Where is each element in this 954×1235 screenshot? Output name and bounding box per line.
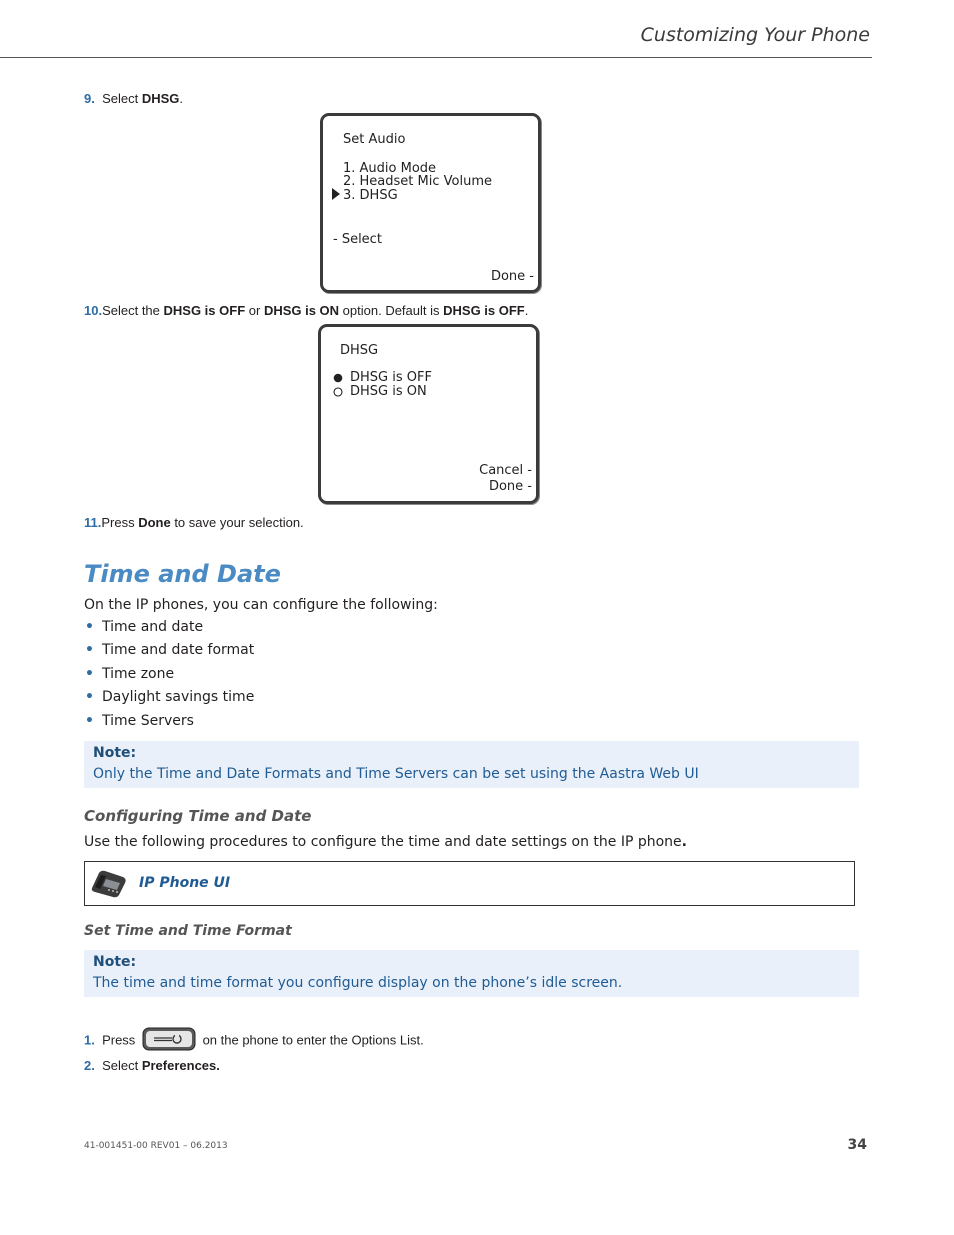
- step-text: Select: [102, 91, 142, 106]
- note-box: [84, 950, 859, 997]
- step-1: [84, 1029, 424, 1053]
- step-bold: Preferences.: [141, 1058, 220, 1073]
- list-item: [84, 689, 254, 712]
- list-item-text: Time and date: [102, 619, 204, 635]
- option-dhsg-on[interactable]: DHSG is ON: [350, 384, 427, 399]
- note-text: Only the Time and Date Formats and Time Servers can be set using the Aastra Web UI: [93, 766, 699, 782]
- list-item: [84, 619, 254, 642]
- menu-item-headset-mic-volume[interactable]: 2. Headset Mic Volume: [343, 174, 492, 189]
- step-text: Select the: [102, 303, 164, 318]
- list-item: [84, 642, 254, 665]
- option-dhsg-off[interactable]: DHSG is OFF: [350, 370, 432, 385]
- bullet-list: [84, 619, 254, 736]
- subsubsection-title: Set Time and Time Format: [84, 923, 292, 939]
- step-number: 11.: [84, 515, 102, 530]
- menu-item-audio-mode[interactable]: 1. Audio Mode: [343, 161, 437, 176]
- subsection-text: [84, 834, 687, 850]
- step-number: 10.: [84, 303, 103, 318]
- subsection-title: Configuring Time and Date: [84, 807, 312, 825]
- step-9: [84, 91, 183, 106]
- options-key-icon: [142, 1027, 196, 1051]
- document-id: 41-001451-00 REV01 – 06.2013: [84, 1141, 228, 1151]
- page-number: 34: [847, 1137, 867, 1153]
- bullet-icon: •: [85, 665, 94, 682]
- step-10: [84, 303, 528, 318]
- note-text: The time and time format you configure display on the phone’s idle screen.: [93, 975, 623, 991]
- step-number: 1.: [84, 1032, 95, 1048]
- step-text-end: to save your selection.: [170, 515, 304, 530]
- list-item: [84, 666, 254, 689]
- default-bold: DHSG is OFF: [443, 303, 525, 318]
- list-item-text: Daylight savings time: [102, 689, 255, 706]
- bullet-icon: •: [85, 642, 94, 659]
- step-text: Press: [101, 515, 139, 530]
- step-text: Press: [102, 1032, 136, 1048]
- step-2: [84, 1058, 220, 1073]
- screen-title: DHSG: [340, 343, 379, 358]
- radio-filled-icon[interactable]: [333, 372, 343, 387]
- section-title: Time and Date: [84, 560, 281, 588]
- selection-arrow-icon: [332, 188, 340, 204]
- step-text-or: or: [245, 303, 264, 318]
- list-item-text: Time and date format: [102, 642, 255, 659]
- step-bold: DHSG: [141, 91, 180, 106]
- step-number: 9.: [84, 91, 95, 106]
- note-box: [84, 741, 859, 788]
- option-on-bold: DHSG is ON: [263, 303, 340, 318]
- section-intro: On the IP phones, you can configure the following:: [84, 597, 438, 613]
- bullet-icon: •: [85, 712, 94, 729]
- softkey-select[interactable]: - Select: [333, 232, 382, 247]
- note-label: Note:: [93, 954, 137, 970]
- softkey-cancel[interactable]: Cancel -: [479, 463, 532, 478]
- step-text: Select: [102, 1058, 142, 1073]
- list-item: [84, 713, 254, 736]
- screen-title: Set Audio: [343, 132, 406, 147]
- phone-screen-set-audio: [320, 113, 541, 293]
- menu-item-dhsg[interactable]: 3. DHSG: [343, 188, 398, 203]
- step-text-end: .: [179, 91, 184, 106]
- option-off-bold: DHSG is OFF: [163, 303, 246, 318]
- desk-phone-icon: [89, 868, 129, 898]
- radio-empty-icon[interactable]: [333, 386, 343, 401]
- softkey-done[interactable]: Done -: [488, 479, 532, 494]
- step-number: 2.: [84, 1058, 95, 1073]
- phone-screen-dhsg: [318, 324, 539, 504]
- note-label: Note:: [93, 745, 137, 761]
- list-item-text: Time zone: [102, 665, 175, 682]
- step-11: [84, 515, 304, 530]
- step-text-default: option. Default is: [339, 303, 444, 318]
- softkey-done[interactable]: Done -: [490, 269, 534, 284]
- running-header: Customizing Your Phone: [640, 24, 870, 46]
- step-bold: Done: [138, 515, 171, 530]
- subsection-text-end: .: [681, 834, 687, 850]
- ip-phone-ui-box: [84, 861, 855, 906]
- bullet-icon: •: [85, 619, 94, 635]
- bullet-icon: •: [85, 689, 94, 706]
- step-text-end: on the phone to enter the Options List.: [202, 1032, 424, 1048]
- step-text-end: .: [524, 303, 529, 318]
- list-item-text: Time Servers: [102, 712, 194, 729]
- header-rule: [0, 57, 872, 58]
- subsection-text-body: Use the following procedures to configure the time and date settings on the IP phone: [84, 834, 682, 850]
- ui-box-label: IP Phone UI: [139, 875, 231, 891]
